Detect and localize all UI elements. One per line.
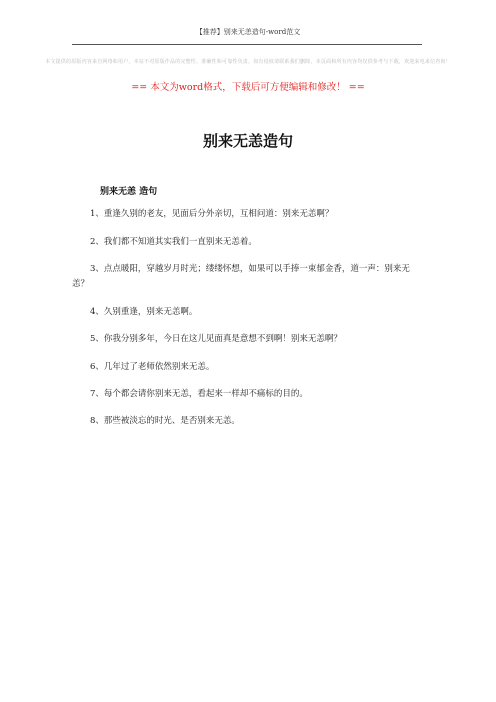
list-item: 7、每个都会请你别来无恙，看起来一样却不痛标的目的。 [90,389,308,399]
list-item: 5、你我分别多年，今日在这儿见面真是意想不到啊！别来无恙啊？ [90,334,342,344]
list-item: 8、那些被淡忘的时光、是否别来无恙。 [90,416,240,426]
list-item: 6、几年过了老师依然别来无恙。 [90,362,215,372]
format-notice: == 本文为word格式，下载后可方便编辑和修改！ == [131,82,365,93]
list-item: 1、重逢久别的老友，见面后分外亲切，互相问道：别来无恙啊？ [90,209,334,219]
disclaimer-text: 本文提供的原版内容来自网络和用户，本站不对原版作品的完整性、准确性和可靠性负责。如有侵权请联系我们删除，本页面和所有内容均仅供参考与下载，欢迎来电来信咨询！ [45,59,451,65]
list-item: 4、久别重逢，别来无恙啊。 [90,307,198,317]
document-title: 别来无恙造句 [202,132,293,150]
section-subheading: 别来无恙 造句 [100,187,158,197]
header-divider [72,44,422,45]
page-header-title: 【推荐】别来无恙造句-word范文 [195,28,301,36]
list-item: 3、点点暖阳，穿越岁月时光；缕缕怀想，如果可以手捧一束郁金香，道一声：别来无恙？ [72,264,410,289]
list-item: 2、我们都不知道其实我们一直别来无恙着。 [90,237,257,247]
